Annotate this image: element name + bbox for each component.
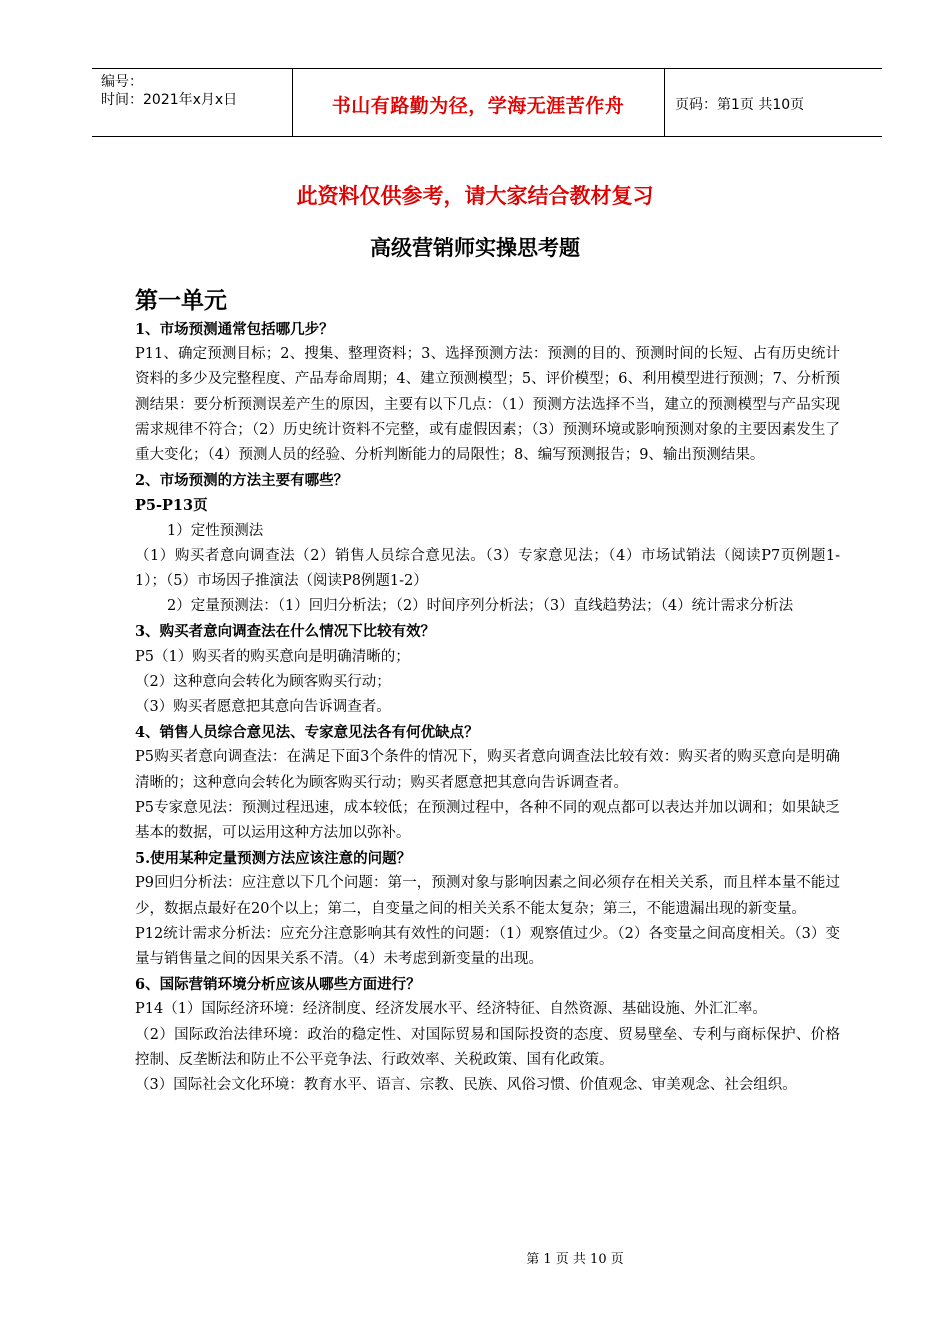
answer-paragraph: P9回归分析法：应注意以下几个问题：第一，预测对象与影响因素之间必须存在相关关系，而且样本量不能过少，数据点最好在20个以上；第二，自变量之间的相关关系不能太复杂；第三，不能遗漏出现的新变量。 — [135, 875, 840, 917]
page-footer: 第 1 页 共 10 页 — [526, 1252, 624, 1267]
answer-paragraph: P5专家意见法：预测过程迅速，成本较低；在预测过程中，各种不同的观点都可以表达并加以调和；如果缺乏基本的数据，可以运用这种方法加以弥补。 — [135, 799, 840, 842]
answer-paragraph: P5购买者意向调查法：在满足下面3个条件的情况下，购买者意向调查法比较有效：购买者的购买意向是明确清晰的；这种意向会转化为顾客购买行动；购买者愿意把其意向告诉调查者。 — [135, 749, 840, 791]
answer-paragraph: P11、确定预测目标；2、搜集、整理资料；3、选择预测方法：预测的目的、预测时间的长短、占有历史统计资料的多少及完整程度、产品寿命周期；4、建立预测模型；5、评价模型；6、利用模型进行预测；7、分析预测结果：要分析预测误差产生的原因，主要有以下几点：（1）预测方法选择不当，建立的预测模型与产品实现需求规律不符合；（2）历史统计资料不完整，或有虚假因素；（3）预测环境或影响预测对象的主要因素发生了重大变化；（4）预测人员的经验、分析判断能力的局限性；8、编写预测报告；9、输出预测结果。 — [135, 346, 840, 464]
question-5: 5.使用某种定量预测方法应该注意的问题？ — [135, 850, 412, 868]
answer-paragraph: （2）这种意向会转化为顾客购买行动； — [135, 673, 391, 690]
answer-paragraph: P14（1）国际经济环境：经济制度、经济发展水平、经济特征、自然资源、基础设施、外汇汇率。 — [135, 1001, 767, 1018]
answer-paragraph: （3）国际社会文化环境：教育水平、语言、宗教、民族、风俗习惯、价值观念、审美观念、社会组织。 — [135, 1077, 797, 1094]
document-date: 时间：2021年x月x日 — [101, 92, 238, 108]
header-meta-cell — [92, 69, 293, 136]
header-motto-cell — [292, 69, 665, 136]
page-reference: P5-P13页 — [135, 497, 208, 515]
header-motto: 书山有路勤为径，学海无涯苦作舟 — [331, 95, 625, 117]
answer-paragraph — [135, 594, 840, 619]
question-2: 2、市场预测的方法主要有哪些？ — [135, 472, 349, 490]
answer-text: 2）定量预测法：（1）回归分析法；（2）时间序列分析法；（3）直线趋势法；（4）统计需求分析法 — [167, 598, 794, 615]
answer-paragraph: （1）购买者意向调查法（2）销售人员综合意见法。（3）专家意见法；（4）市场试销法（阅读P7页例题1-1）；（5）市场因子推演法（阅读P8例题1-2） — [135, 547, 840, 590]
document-header — [92, 68, 882, 137]
question-3: 3、购买者意向调查法在什么情况下比较有效？ — [135, 623, 436, 641]
document-number-label: 编号： — [101, 74, 143, 90]
answer-paragraph: P5（1）购买者的购买意向是明确清晰的； — [135, 648, 410, 665]
answer-paragraph: 1）定性预测法 — [167, 522, 264, 539]
question-1: 1、市场预测通常包括哪几步？ — [135, 321, 334, 338]
answer-paragraph: （3）购买者愿意把其意向告诉调查者。 — [135, 699, 391, 716]
question-6: 6、国际营销环境分析应该从哪些方面进行？ — [135, 976, 421, 994]
answer-paragraph: P12统计需求分析法：应充分注意影响其有效性的问题：（1）观察值过少。（2）各变量之间高度相关。（3）变量与销售量之间的因果关系不清。（4）未考虑到新变量的出现。 — [135, 925, 840, 968]
header-page-cell — [665, 69, 882, 136]
unit-heading: 第一单元 — [135, 288, 227, 314]
reference-notice: 此资料仅供参考，请大家结合教材复习 — [296, 183, 654, 208]
header-page-info: 页码：第1页 共10页 — [675, 97, 805, 113]
document-body — [135, 317, 840, 1098]
document-title: 高级营销师实操思考题 — [370, 235, 580, 260]
question-4: 4、销售人员综合意见法、专家意见法各有何优缺点？ — [135, 724, 479, 742]
answer-paragraph: （2）国际政治法律环境：政治的稳定性、对国际贸易和国际投资的态度、贸易壁垒、专利与商标保护、价格控制、反垄断法和防止不公平竞争法、行政效率、关税政策、国有化政策。 — [135, 1026, 840, 1068]
